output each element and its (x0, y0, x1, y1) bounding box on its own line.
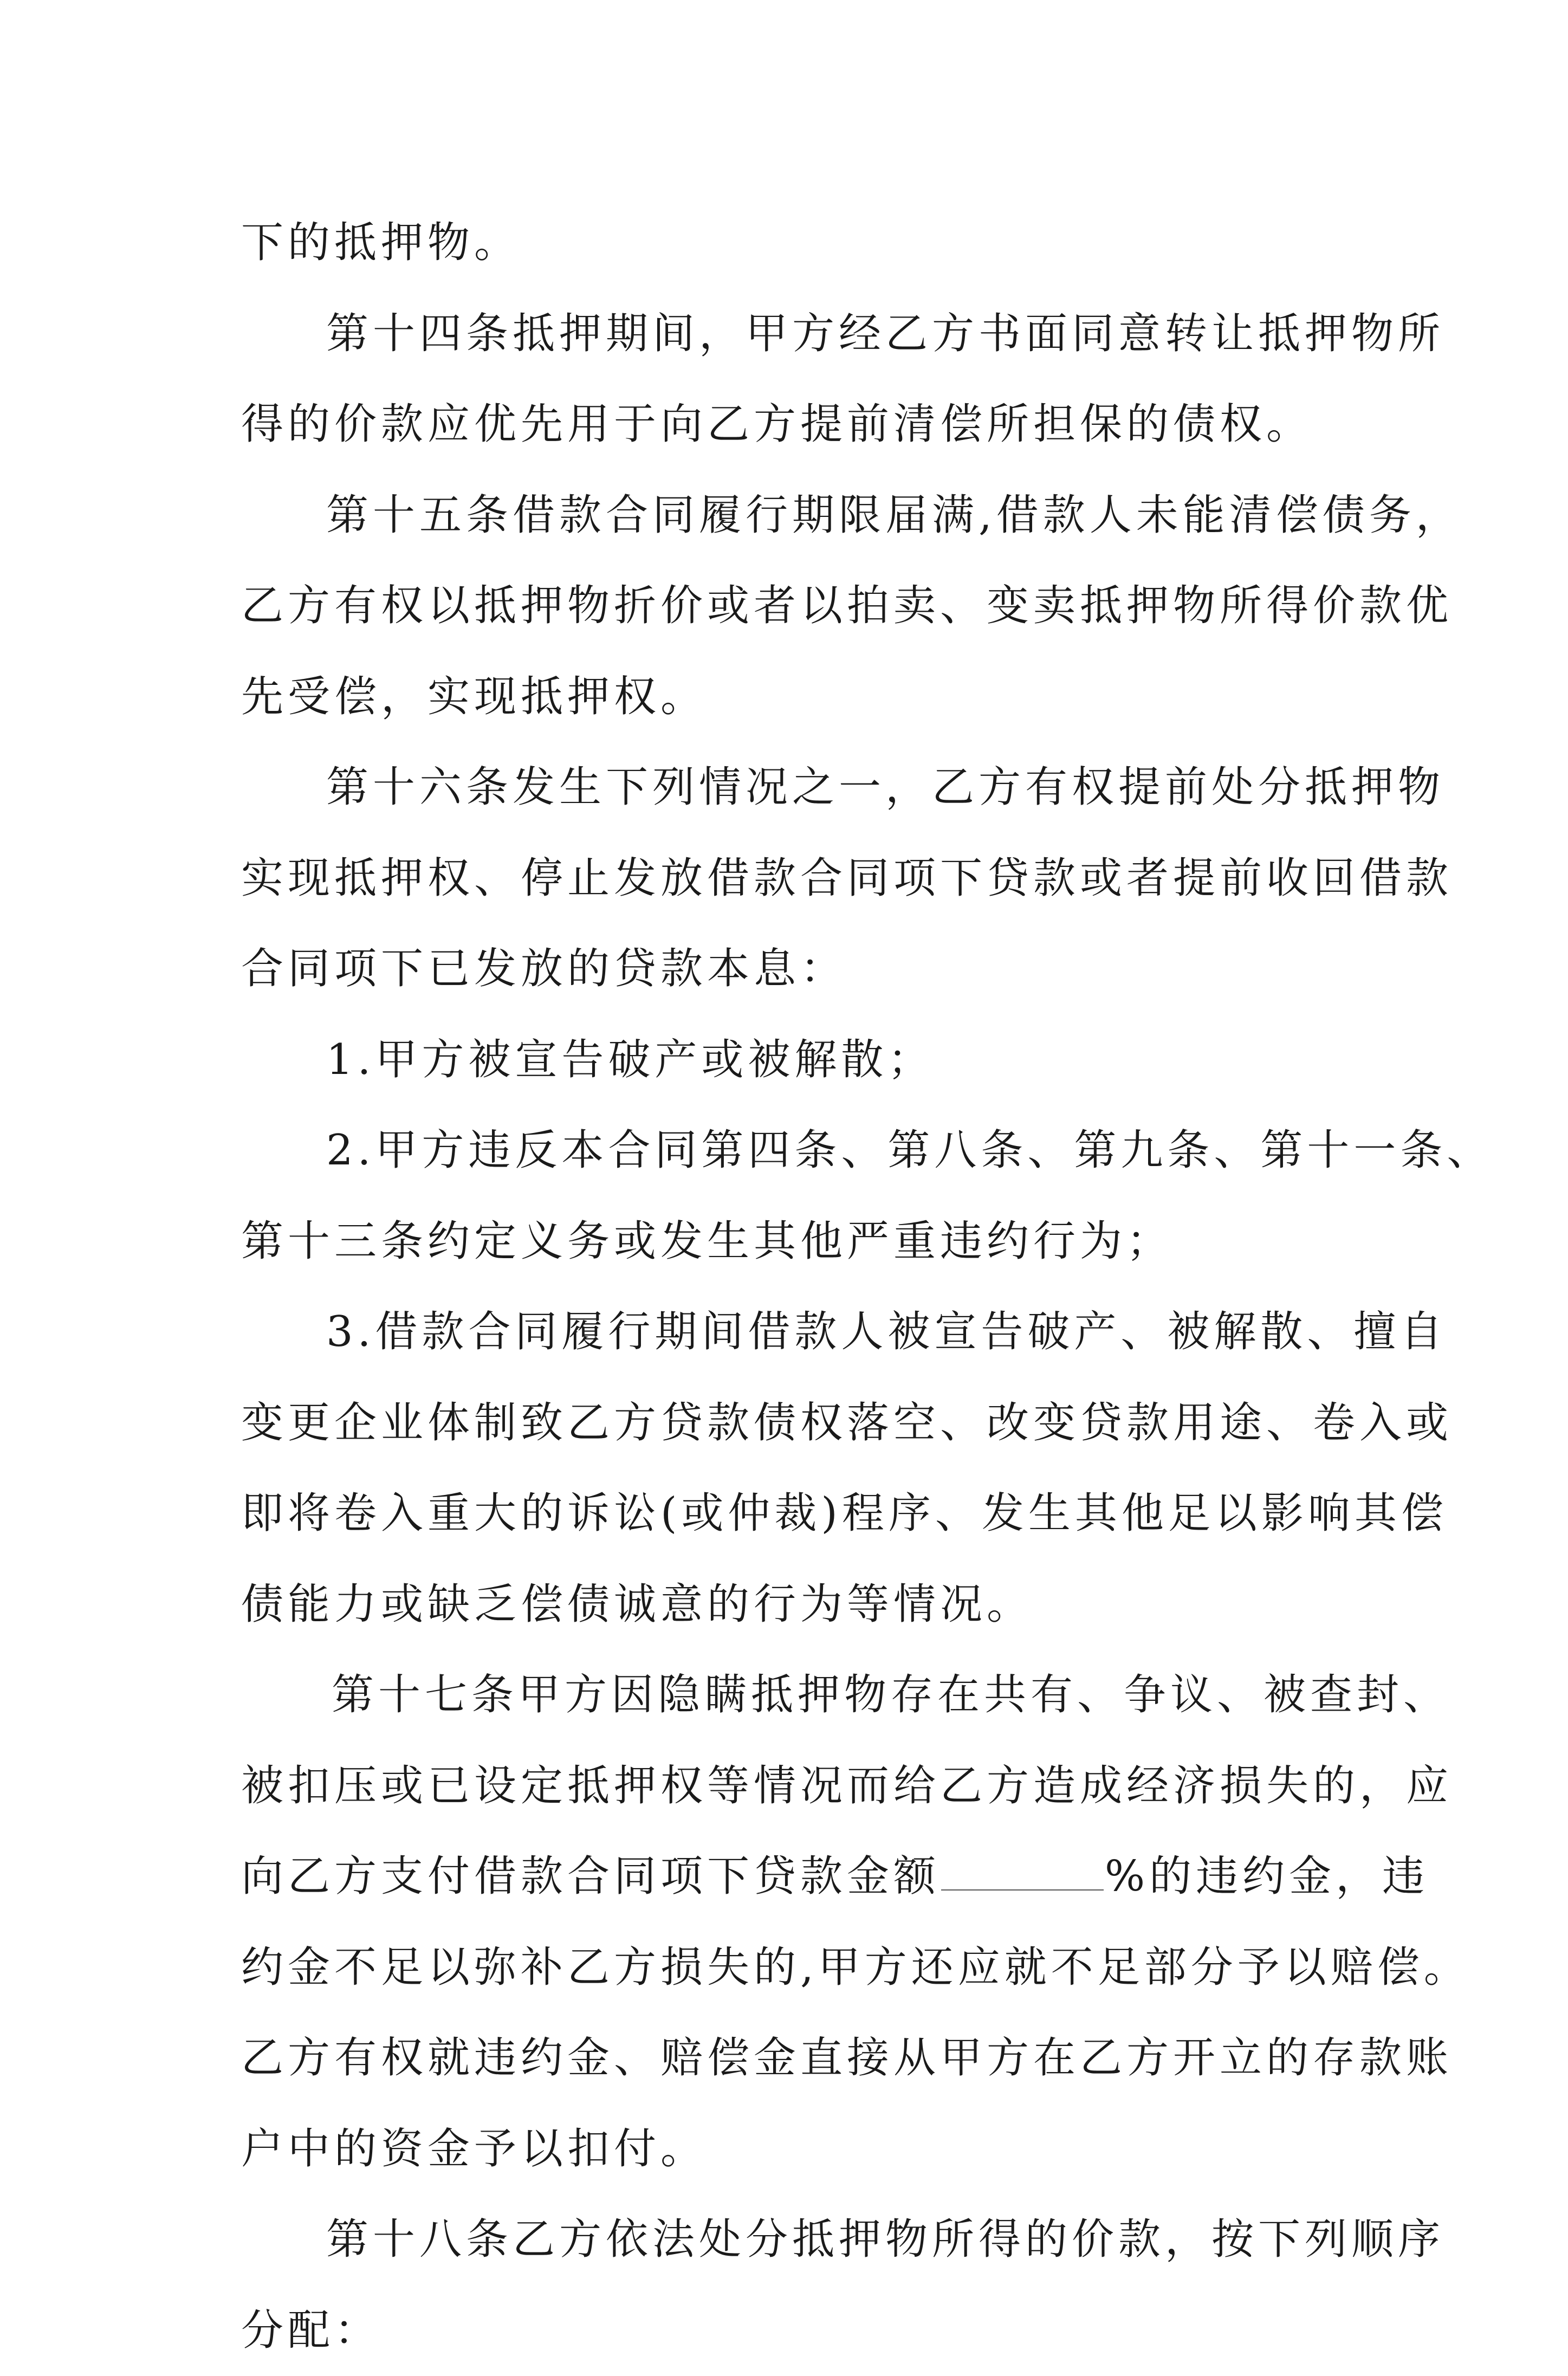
text-line: 实现抵押权、停止发放借款合同项下贷款或者提前收回借款 (241, 833, 1344, 924)
text-line: 第十六条发生下列情况之一，乙方有权提前处分抵押物 (241, 742, 1344, 833)
text-line: 下的抵押物。 (241, 198, 1344, 289)
text-line: 乙方有权就违约金、赔偿金直接从甲方在乙方开立的存款账 (241, 2013, 1344, 2104)
document-body (241, 198, 1344, 2376)
text-line: 分配： (241, 2286, 1344, 2376)
text-line: 第十四条抵押期间，甲方经乙方书面同意转让抵押物所 (241, 289, 1344, 380)
text-line: 户中的资金予以扣付。 (241, 2104, 1344, 2195)
text-line: 得的价款应优先用于向乙方提前清偿所担保的债权。 (241, 379, 1344, 470)
text-line: 即将卷入重大的诉讼(或仲裁)程序、发生其他足以影响其偿 (241, 1468, 1344, 1559)
text-line-with-blank (241, 1831, 1344, 1922)
text-line: 合同项下已发放的贷款本息： (241, 924, 1344, 1015)
text-line: 债能力或缺乏偿债诚意的行为等情况。 (241, 1559, 1344, 1650)
text-line: 3.借款合同履行期间借款人被宣告破产、被解散、擅自 (241, 1287, 1344, 1378)
text-line: 被扣压或已设定抵押权等情况而给乙方造成经济损失的，应 (241, 1741, 1344, 1832)
text-line: 第十五条借款合同履行期限届满,借款人未能清偿债务， (241, 470, 1344, 561)
text-line: 1.甲方被宣告破产或被解散； (241, 1015, 1344, 1106)
text-line: 第十三条约定义务或发生其他严重违约行为； (241, 1196, 1344, 1287)
text-line: 第十七条甲方因隐瞒抵押物存在共有、争议、被查封、 (241, 1650, 1344, 1741)
text-line: 2.甲方违反本合同第四条、第八条、第九条、第十一条、 (241, 1105, 1344, 1196)
text-line: 第十八条乙方依法处分抵押物所得的价款，按下列顺序 (241, 2194, 1344, 2286)
text-segment: %的违约金，违 (1105, 1852, 1429, 1901)
text-line: 变更企业体制致乙方贷款债权落空、改变贷款用途、卷入或 (241, 1378, 1344, 1469)
text-line: 约金不足以弥补乙方损失的,甲方还应就不足部分予以赔偿。 (241, 1922, 1344, 2014)
text-segment: 向乙方支付借款合同项下贷款金额 (241, 1852, 940, 1901)
text-line: 乙方有权以抵押物折价或者以拍卖、变卖抵押物所得价款优 (241, 561, 1344, 652)
fill-in-blank (941, 1851, 1104, 1891)
text-line: 先受偿，实现抵押权。 (241, 652, 1344, 743)
